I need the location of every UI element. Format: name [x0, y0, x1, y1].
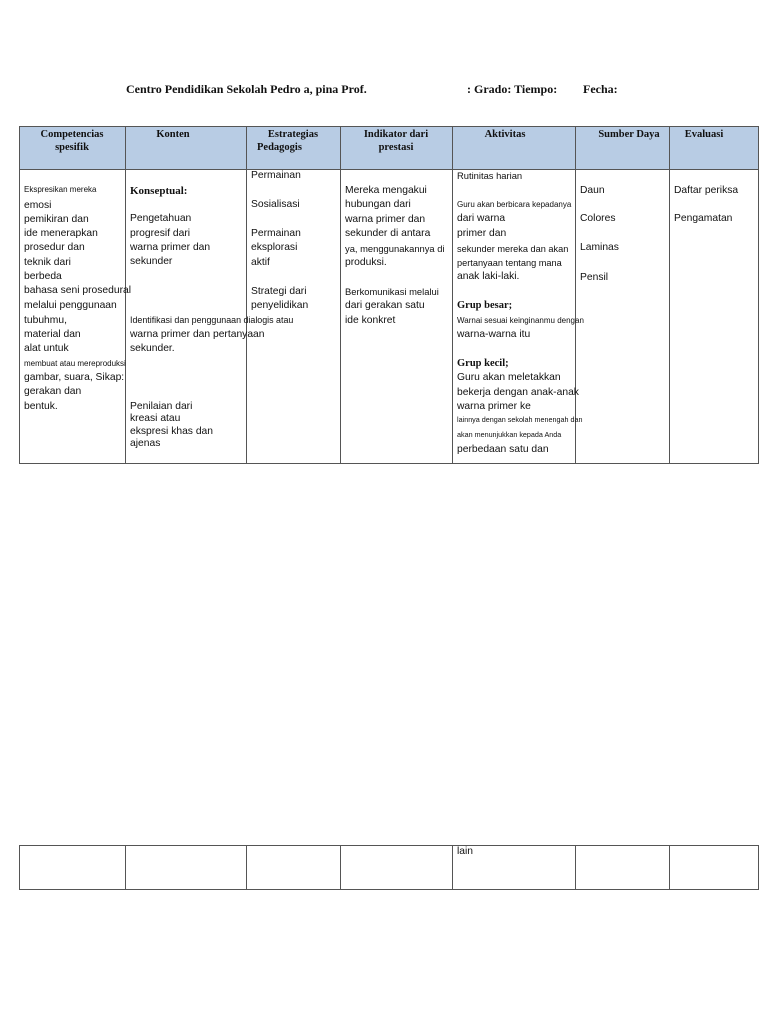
table-header-divider — [19, 169, 759, 170]
cell-text: bentuk. — [24, 401, 58, 412]
cell-text: Ekspresikan mereka — [24, 185, 97, 194]
cell-text: warna primer dan — [130, 242, 211, 253]
cell-text: kreasi atau — [130, 413, 181, 424]
cell-text: bekerja dengan anak-anak — [457, 387, 579, 398]
cell-text: Strategi dari — [251, 286, 307, 297]
table-col-divider — [575, 845, 576, 890]
cell-text: Colores — [580, 213, 616, 224]
cell-text: melalui penggunaan — [24, 300, 117, 311]
cell-text: Permainan — [251, 228, 301, 239]
cell-text: pemikiran dan — [24, 214, 89, 225]
cell-text: material dan — [24, 329, 81, 340]
cell-text: Penilaian dari — [130, 401, 193, 412]
header-text: Aktivitas — [484, 129, 526, 140]
cell-text: berbeda — [24, 271, 62, 282]
cell-text: Guru akan berbicara kepadanya — [457, 200, 572, 209]
header-estrategias — [246, 128, 340, 154]
table-border-bottom — [19, 889, 759, 890]
cell-text: sekunder — [130, 256, 173, 267]
cell-text: Rutinitas harian — [457, 170, 523, 181]
cell-text: membuat atau mereproduksi — [24, 359, 126, 368]
cell-text: produksi. — [345, 257, 387, 268]
table-col-divider — [19, 845, 20, 890]
cell-text: ide konkret — [345, 315, 396, 326]
cell-text: warna-warna itu — [457, 329, 531, 340]
header-indikator — [340, 128, 452, 154]
cell-text: bahasa seni prosedural — [24, 285, 132, 296]
cell-text: Sosialisasi — [251, 199, 300, 210]
cell-text: akan menunjukkan kepada Anda — [457, 430, 562, 439]
header-aktivitas — [452, 128, 558, 141]
table-col-divider — [340, 845, 341, 890]
table-col-divider — [452, 845, 453, 890]
cell-text: prosedur dan — [24, 242, 85, 253]
cell-text: penyelidikan — [251, 300, 309, 311]
cell-text: hubungan dari — [345, 199, 411, 210]
cell-text: sekunder di antara — [345, 228, 431, 239]
cell-text: ya, menggunakannya di — [345, 243, 445, 254]
header-text: prestasi — [378, 142, 414, 153]
table-col-divider — [758, 845, 759, 890]
cell-text: lainnya dengan sekolah menengah dan — [457, 415, 583, 424]
cell-text: alat untuk — [24, 343, 69, 354]
cell-text: gerakan dan — [24, 386, 82, 397]
cell-text: dari warna — [457, 213, 506, 224]
cell-text: anak laki-laki. — [457, 271, 520, 282]
cell-text: tubuhmu, — [24, 315, 67, 326]
cell-text: sekunder. — [130, 343, 175, 354]
cell-text: Warnai sesuai keinginanmu dengan — [457, 316, 584, 325]
cell-text: emosi — [24, 200, 52, 211]
cell-text: perbedaan satu dan — [457, 444, 549, 455]
header-evaluasi — [669, 128, 739, 141]
table-col-divider — [125, 845, 126, 890]
header-text: Competencias — [40, 129, 104, 140]
table-col-divider — [669, 845, 670, 890]
header-text: Indikator dari — [363, 129, 429, 140]
cell-text: warna primer dan — [345, 214, 426, 225]
cell-text: ekspresi khas dan — [130, 426, 213, 437]
cell-text: Pengetahuan — [130, 213, 192, 224]
konseptual-label: Konseptual: — [130, 185, 188, 197]
cell-text: Mereka mengakui — [345, 185, 427, 196]
cell-text: ide menerapkan — [24, 228, 98, 239]
header-sumber-daya — [575, 128, 683, 141]
cell-text: Berkomunikasi melalui — [345, 286, 439, 297]
table-border-bottom — [19, 463, 759, 464]
header-text: Pedagogis — [257, 142, 302, 153]
cell-text: warna primer ke — [457, 401, 531, 412]
header-text: Evaluasi — [684, 129, 724, 140]
cell-text: Laminas — [580, 242, 619, 253]
cell-text: ajenas — [130, 438, 161, 449]
fecha-label: Fecha: — [583, 82, 618, 96]
header-konten — [125, 128, 221, 141]
grado-tiempo-label: : Grado: Tiempo: — [467, 82, 558, 96]
grup-kecil-label: Grup kecil; — [457, 358, 509, 369]
cell-text: dari gerakan satu — [345, 300, 425, 311]
cell-text: gambar, suara, Sikap: — [24, 372, 125, 383]
table-col-divider — [758, 126, 759, 464]
table-col-divider — [669, 126, 670, 464]
cell-text: Guru akan meletakkan — [457, 372, 561, 383]
school-title: Centro Pendidikan Sekolah Pedro a, pina Prof. — [126, 82, 367, 96]
table-border-top — [19, 126, 759, 127]
table-col-divider — [246, 126, 247, 464]
cell-text: Permainan — [251, 170, 301, 181]
cell-text: Pengamatan — [674, 213, 733, 224]
cell-text: Pensil — [580, 272, 609, 283]
cell-text: progresif dari — [130, 228, 191, 239]
grup-besar-label: Grup besar; — [457, 300, 513, 311]
header-text: Sumber Daya — [598, 129, 660, 140]
table-col-divider — [340, 126, 341, 464]
table-col-divider — [246, 845, 247, 890]
cell-text: Daun — [580, 185, 605, 196]
table-border-top — [19, 845, 759, 846]
cell-text: primer dan — [457, 228, 507, 239]
cell-text: teknik dari — [24, 257, 71, 268]
header-text: spesifik — [55, 142, 89, 153]
cell-text: sekunder mereka dan akan — [457, 244, 569, 254]
cell-text: warna primer dan pertanyaan — [130, 329, 265, 340]
cell-text: lain — [457, 846, 474, 857]
cell-text: aktif — [251, 257, 270, 268]
cell-text: Daftar periksa — [674, 185, 739, 196]
header-text: Estrategias — [267, 129, 319, 140]
cell-text: Identifikasi dan penggunaan dialogis atau — [130, 315, 294, 325]
table-col-divider — [452, 126, 453, 464]
table-col-divider — [19, 126, 20, 464]
header-competencias — [19, 128, 125, 154]
header-text: Konten — [156, 129, 190, 140]
cell-text: eksplorasi — [251, 242, 298, 253]
cell-text: pertanyaan tentang mana — [457, 258, 562, 268]
